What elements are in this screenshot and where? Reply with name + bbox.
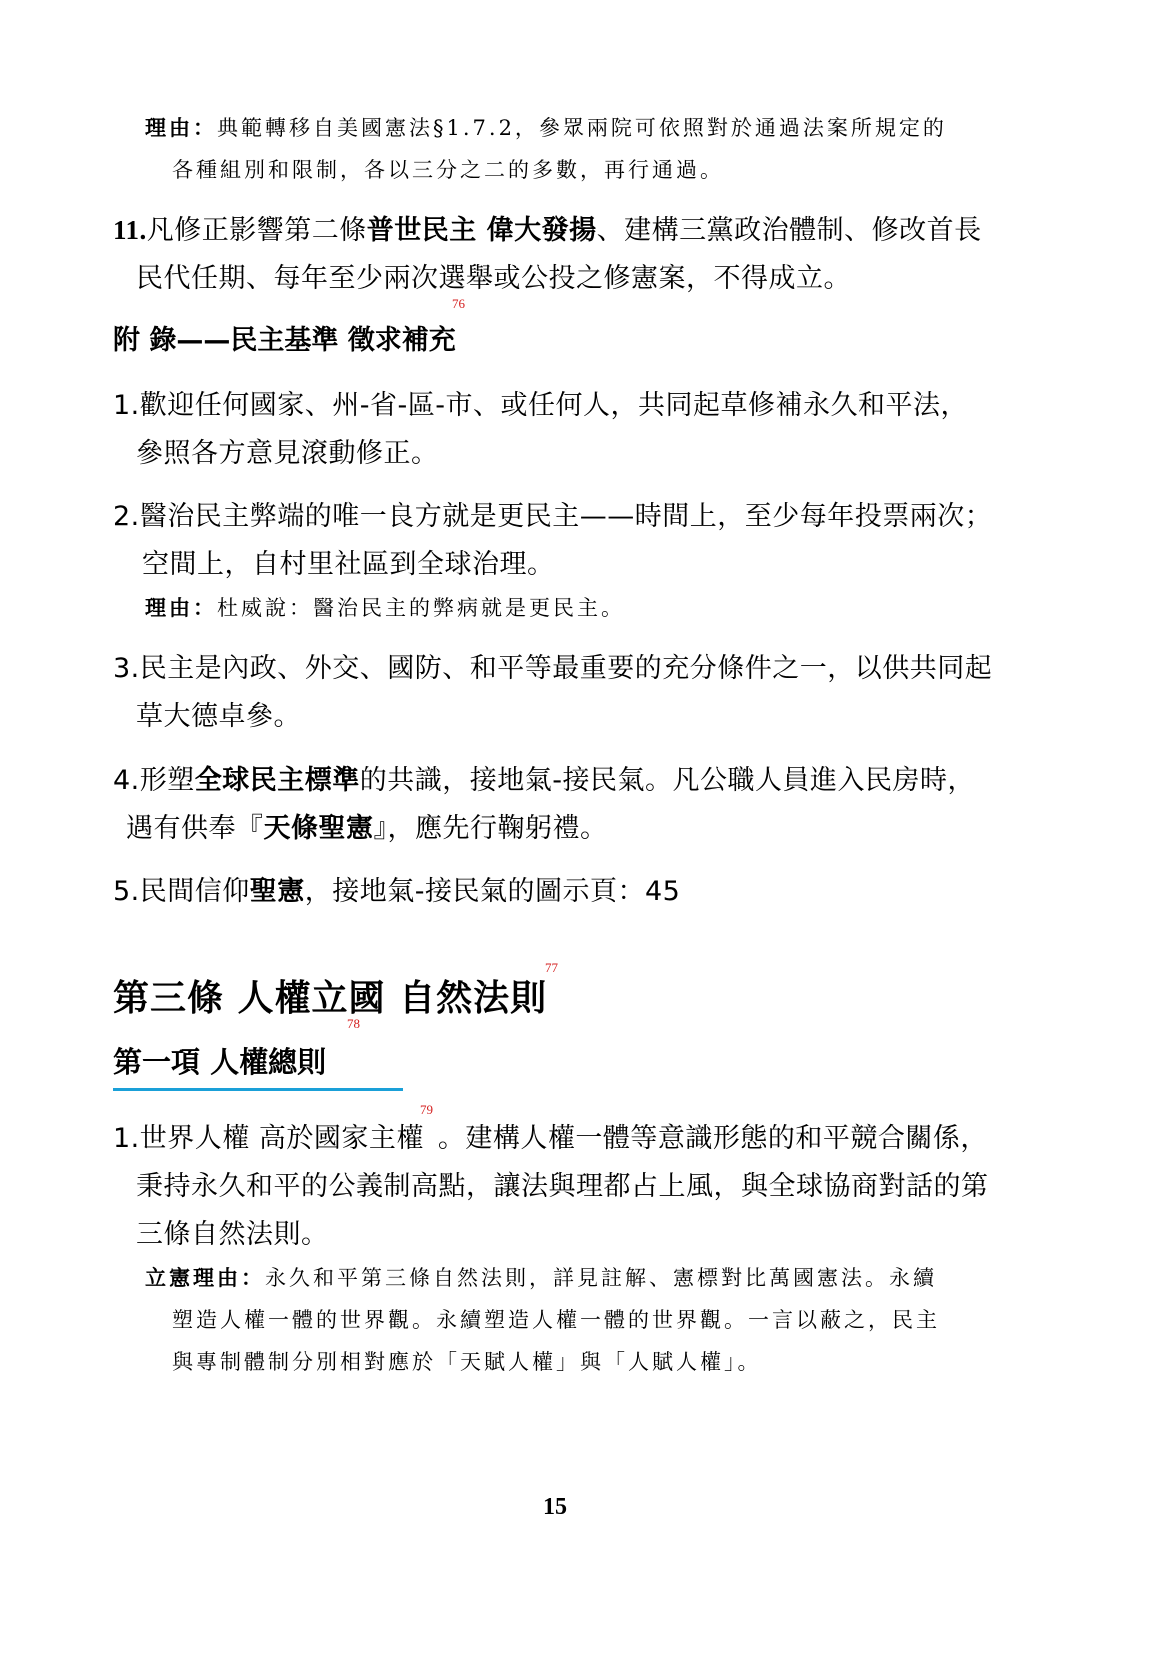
reason-text-line2: 各種組別和限制，各以三分之二的多數，再行通過。 [172, 158, 724, 182]
item-11-number: 11. [113, 215, 147, 245]
appendix-item-5: 5.民間信仰聖憲，接地氣-接民氣的圖示頁：45 [113, 876, 681, 907]
appendix-item-1-line2: 參照各方意見滾動修正。 [136, 438, 439, 469]
appendix-item-2-line1: 2.醫治民主弊端的唯一良方就是更民主——時間上，至少每年投票兩次； [113, 501, 993, 532]
section-1-item-1-line1: 1.世界人權 高於國家主權 。建構人權一體等意識形態的和平競合關係， [113, 1123, 988, 1154]
footnote-marker[interactable]: 77 [545, 960, 558, 975]
section-1-item-1-line2: 秉持永久和平的公義制高點，讓法與理都占上風，與全球協商對話的第 [136, 1171, 989, 1202]
legislative-reason-line2: 塑造人權一體的世界觀。永續塑造人權一體的世界觀。一言以蔽之，民主 [172, 1308, 940, 1332]
reason-paragraph [145, 112, 947, 142]
item-11-line1: 11.凡修正影響第二條普世民主 偉大發揚、建構三黨政治體制、修改首長 [113, 215, 982, 246]
footnote-marker[interactable]: 78 [347, 1016, 360, 1031]
appendix-item-4-line2: 遇有供奉『天條聖憲』，應先行鞠躬禮。 [126, 813, 608, 844]
legislative-reason: 立憲理由：永久和平第三條自然法則，詳見註解、憲標對比萬國憲法。永續 [145, 1265, 937, 1290]
appendix-item-4-line1: 4.形塑全球民主標準的共識，接地氣-接民氣。凡公職人員進入民房時， [113, 765, 976, 796]
legislative-reason-line3: 與專制體制分別相對應於「天賦人權」與「人賦人權」。 [172, 1350, 762, 1374]
section-1-item-1-line3: 三條自然法則。 [136, 1219, 329, 1250]
reason-label: 理由： [145, 115, 217, 140]
appendix-item-1-line1: 1.歡迎任何國家、州-省-區-市、或任何人，共同起草修補永久和平法， [113, 390, 968, 421]
appendix-item-3-line1: 3.民主是內政、外交、國防、和平等最重要的充分條件之一，以供共同起 [113, 653, 993, 684]
appendix-heading: 附 錄——民主基準 徵求補充 [113, 325, 456, 356]
reason-text: 典範轉移自美國憲法§1.7.2，參眾兩院可依照對於通過法案所規定的 [217, 116, 947, 140]
appendix-item-2-line2: 空間上，自村里社區到全球治理。 [142, 549, 555, 580]
page-number: 15 [543, 1494, 567, 1520]
appendix-item-2-reason: 理由：杜威說：醫治民主的弊病就是更民主。 [145, 595, 625, 620]
section-heading-underline [113, 1088, 403, 1091]
footnote-marker[interactable]: 76 [452, 296, 465, 311]
footnote-marker[interactable]: 79 [420, 1102, 433, 1117]
article-3-heading: 第三條 人權立國 自然法則 [113, 978, 548, 1019]
appendix-item-3-line2: 草大德卓參。 [136, 701, 301, 732]
section-1-heading: 第一項 人權總則 [113, 1045, 327, 1079]
item-11-line2: 民代任期、每年至少兩次選舉或公投之修憲案，不得成立。 [136, 263, 851, 294]
